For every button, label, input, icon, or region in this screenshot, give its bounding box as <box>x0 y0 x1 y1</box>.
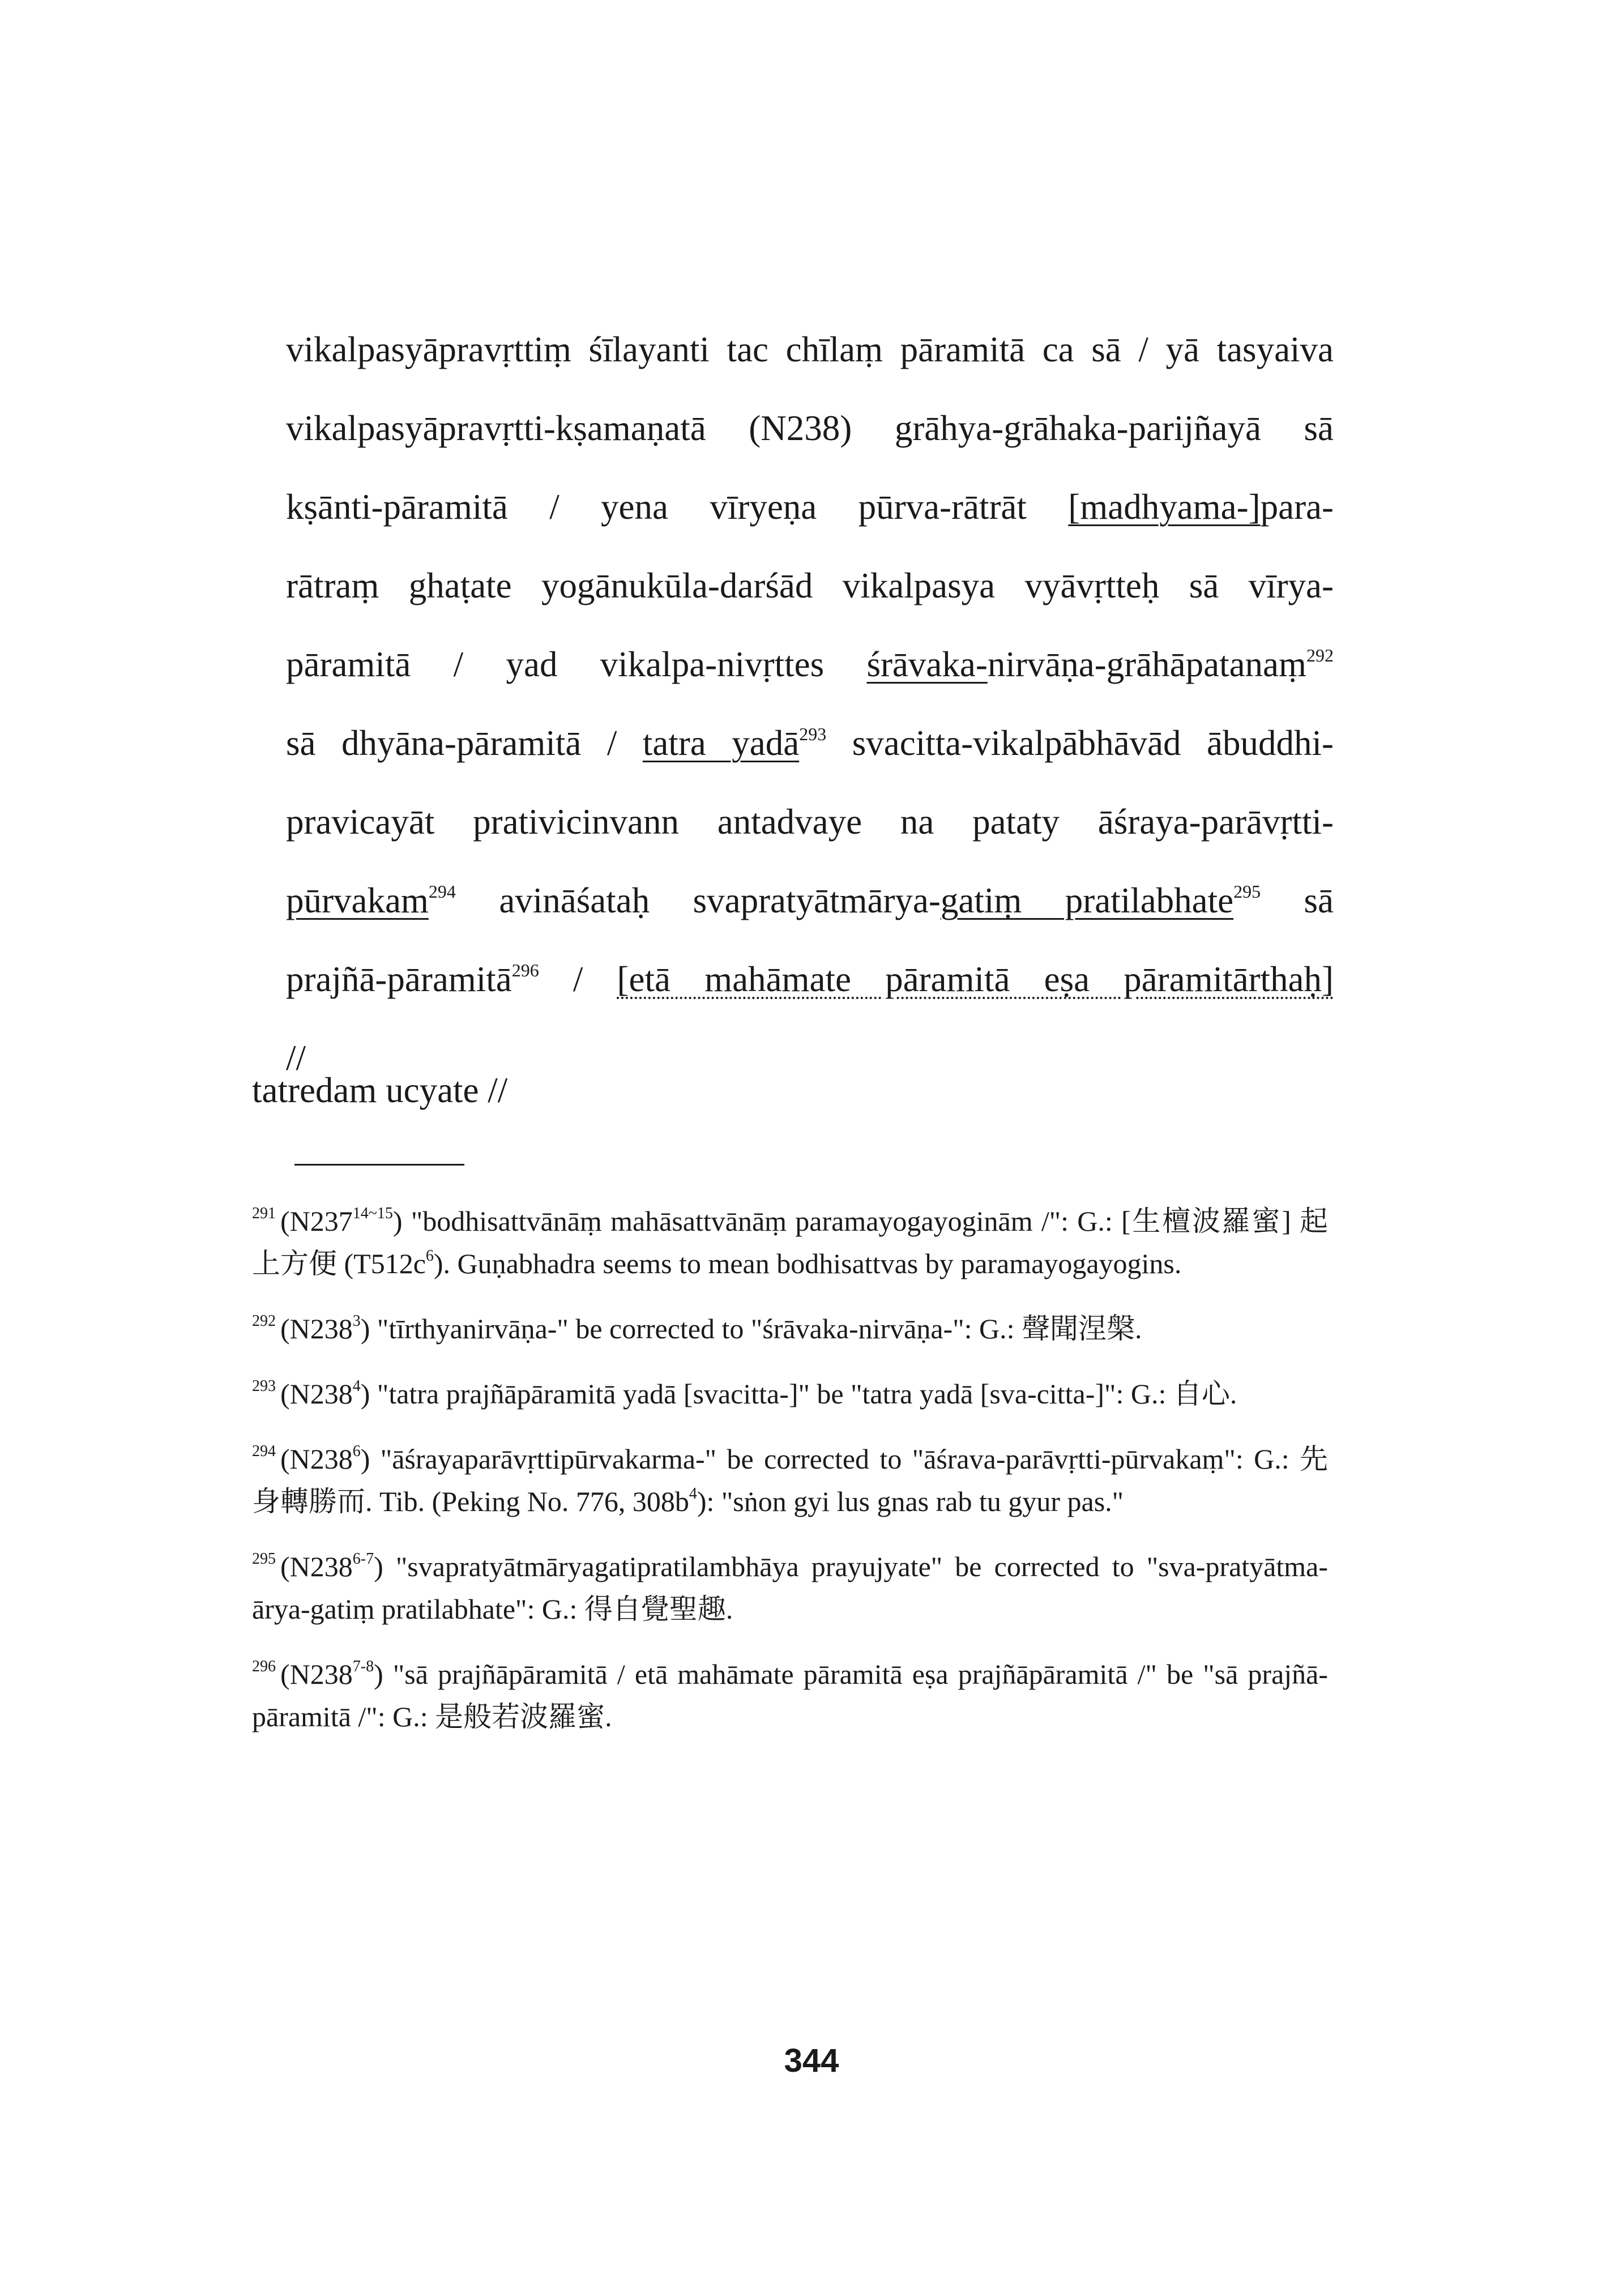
text-span: / <box>539 959 617 999</box>
text-span: sā <box>1261 881 1334 920</box>
text-line: pravicayāt prativicinvann antadvaye na pataty āśraya-parāvṛtti- <box>286 802 1334 842</box>
fn-text: ) "tatra prajñāpāramitā yadā [svacitta-]" be "tatra yadā [sva-citta-]": G.: 自心. <box>360 1378 1237 1410</box>
text-line: vikalpasyāpravṛttiṃ śīlayanti tac chīlaṃ pāramitā ca sā / yā tasyaiva <box>286 330 1334 369</box>
footnote-ref: 293 <box>799 724 827 744</box>
fn-sup: 6-7 <box>352 1550 374 1568</box>
footnote-number: 291 <box>252 1205 276 1222</box>
footnote <box>252 1538 1328 1631</box>
footnote <box>252 1365 1328 1415</box>
underlined-span: gatiṃ pratilabhate <box>940 881 1234 920</box>
footnote-number: 292 <box>252 1312 276 1330</box>
fn-text: (N238 <box>280 1551 353 1582</box>
text-span: prajñā-pāramitā <box>286 959 512 999</box>
fn-text: (N238 <box>280 1378 353 1410</box>
text-span: sā dhyāna-pāramitā / <box>286 723 643 763</box>
footnote <box>252 1300 1328 1350</box>
footnote-number: 296 <box>252 1658 276 1675</box>
fn-sup: 3 <box>352 1312 361 1330</box>
dotted-underlined-span: [etā mahāmate pāramitā eṣa pāramitārthaḥ] <box>617 959 1334 999</box>
fn-text: (N238 <box>280 1313 353 1345</box>
footnote-ref: 292 <box>1306 645 1334 665</box>
fn-text: ) "tīrthyanirvāṇa-" be corrected to "śrāvaka-nirvāṇa-": G.: 聲聞涅槃. <box>360 1313 1142 1345</box>
fn-text: ) "sā prajñāpāramitā / etā mahāmate pāramitā eṣa prajñāpāramitā /" be "sā prajñā-pāramitā /": G.: 是般若波羅蜜. <box>252 1658 1328 1732</box>
footnote <box>252 1192 1328 1285</box>
text-line: rātraṃ ghaṭate yogānukūla-darśād vikalpasya vyāvṛtteḥ sā vīrya- <box>286 566 1334 605</box>
text-line: // <box>286 1038 306 1078</box>
underlined-span: śrāvaka- <box>866 645 988 684</box>
footnote-ref: 295 <box>1233 881 1261 902</box>
text-span: para- <box>1260 487 1334 527</box>
footnote <box>252 1645 1328 1738</box>
page-number: 344 <box>784 2042 839 2079</box>
verse-heading: tatredam ucyate // <box>252 1070 508 1110</box>
text-span: nirvāṇa-grāhāpatanaṃ <box>987 645 1306 684</box>
fn-sup: 14~15 <box>352 1205 393 1222</box>
fn-sup: 7-8 <box>352 1658 374 1675</box>
text-line <box>286 940 1334 1019</box>
underlined-span: tatra yadā <box>642 723 800 763</box>
footnote-number: 293 <box>252 1377 276 1395</box>
fn-sup: 4 <box>689 1485 697 1503</box>
text-span: avināśataḥ svapratyātmārya- <box>455 881 941 920</box>
fn-sup: 4 <box>352 1377 361 1395</box>
text-span: pāramitā / yad vikalpa-nivṛttes <box>286 645 867 684</box>
text-span: kṣānti-pāramitā / yena vīryeṇa pūrva-rātrāt <box>286 487 1069 527</box>
fn-text: ): "sṅon gyi lus gnas rab tu gyur pas." <box>697 1486 1124 1517</box>
underlined-span: [madhyama-] <box>1068 487 1261 527</box>
text-span: svacitta-vikalpābhāvād ābuddhi- <box>826 723 1334 763</box>
fn-text: (N237 <box>280 1205 353 1237</box>
footnote-rule <box>294 1164 464 1166</box>
fn-text: ). Guṇabhadra seems to mean bodhisattvas by paramayogayogins. <box>433 1248 1182 1279</box>
footnote-number: 295 <box>252 1550 276 1568</box>
text-line <box>286 861 1334 940</box>
fn-text: ) "āśrayaparāvṛttipūrvakarma-" be corrected to "āśrava-parāvṛtti-pūrvakaṃ": G.: 先身轉勝而. Tib. (Peking No. 776, 308b <box>252 1443 1328 1517</box>
fn-text: ) "bodhisattvānāṃ mahāsattvānāṃ paramayogayoginām /": G.: [生檀波羅蜜] 起上方便 (T512c <box>252 1205 1328 1279</box>
fn-text: (N238 <box>280 1443 353 1475</box>
footnotes <box>252 1192 1328 1753</box>
fn-text: ) "svapratyātmāryagatipratilambhāya prayujyate" be corrected to "sva-pratyātma-ārya-gatiṃ pratilabhate": G.: 得自覺聖趣. <box>252 1551 1328 1625</box>
fn-sup: 6 <box>425 1247 434 1265</box>
text-line <box>286 704 1334 783</box>
fn-text: (N238 <box>280 1658 353 1690</box>
text-line <box>286 468 1334 547</box>
footnote-number: 294 <box>252 1443 276 1460</box>
footnote <box>252 1430 1328 1523</box>
main-text <box>286 310 1334 1098</box>
footnote-ref: 294 <box>428 881 456 902</box>
underlined-span: pūrvakam <box>286 881 429 920</box>
footnote-ref: 296 <box>511 960 539 980</box>
fn-sup: 6 <box>352 1443 361 1460</box>
text-line: vikalpasyāpravṛtti-kṣamaṇatā (N238) grāhya-grāhaka-parijñayā sā <box>286 408 1334 448</box>
text-line <box>286 625 1334 704</box>
